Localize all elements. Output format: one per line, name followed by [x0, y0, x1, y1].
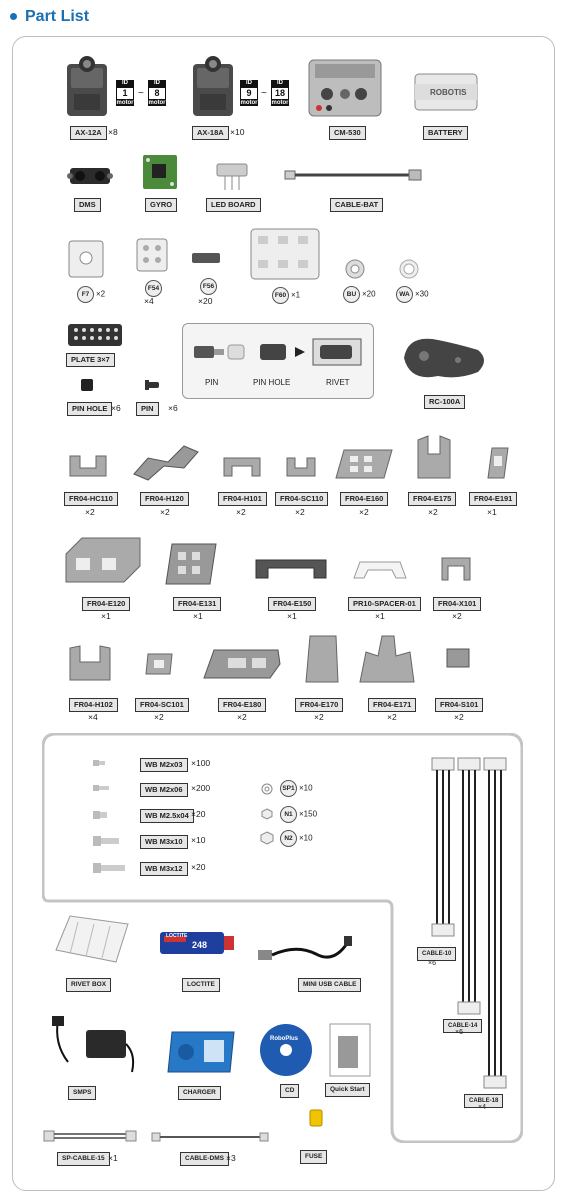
fr04-s101-image	[444, 644, 472, 672]
fr04-e171-image	[356, 632, 416, 688]
fr04-e171-qty: ×2	[387, 712, 397, 722]
screw-m2-5x04-label: WB M2.5x04	[140, 809, 194, 823]
rc100a-label: RC-100A	[424, 395, 465, 409]
fr04-e175-qty: ×2	[428, 507, 438, 517]
cd-image	[258, 1022, 314, 1078]
screw-m3x10-label: WB M3x10	[140, 835, 188, 849]
fr04-h102-image	[66, 642, 114, 684]
fr04-h101-qty: ×2	[236, 507, 246, 517]
id-badge: ID 18 motor	[271, 80, 289, 106]
ax18a-servo-image	[188, 54, 238, 122]
rivet-image	[312, 338, 362, 366]
cm530-controller-image	[307, 56, 383, 118]
gyro-sensor-image	[140, 152, 180, 192]
f54-frame-image	[134, 236, 170, 274]
ax18a-label: AX-18A	[192, 126, 229, 140]
f54-tag: F54	[145, 280, 164, 297]
fr04-e160-image	[330, 444, 396, 482]
pin-assembly-image	[190, 340, 250, 364]
fr04-e131-label: FR04-E131	[173, 597, 221, 611]
fr04-e170-label: FR04-E170	[295, 698, 343, 712]
pr10-spacer-qty: ×1	[375, 611, 385, 621]
id-badge: ID 1 motor	[116, 80, 134, 106]
fr04-sc101-image	[142, 648, 176, 678]
wa-tag: WA ×30	[396, 286, 429, 303]
ax18a-qty: ×10	[230, 127, 245, 137]
sp1-tag: SP1 ×10	[280, 780, 313, 797]
fr04-h102-label: FR04-H102	[69, 698, 118, 712]
fr04-sc110-qty: ×2	[295, 507, 305, 517]
cm530-label: CM-530	[329, 126, 366, 140]
loctite-brand: LOCTITE	[166, 933, 188, 939]
led-board-label: LED BOARD	[206, 198, 261, 212]
screw-m2x06-icon	[92, 783, 112, 793]
cable-dms-label: CABLE-DMS	[180, 1152, 229, 1166]
screw-m2x06-qty: ×200	[191, 783, 211, 793]
smps-image	[48, 1014, 138, 1076]
fr04-h102-qty: ×4	[88, 712, 98, 722]
fr04-x101-label: FR04-X101	[433, 597, 481, 611]
cable-bat-image	[283, 166, 423, 186]
smps-label: SMPS	[68, 1086, 96, 1100]
pin-hole-label: PIN HOLE	[67, 402, 112, 416]
screw-m2-5x04-icon	[92, 809, 110, 821]
fr04-hc110-qty: ×2	[85, 507, 95, 517]
cd-brand: RoboPlus	[270, 1036, 298, 1042]
spring-washer-icon	[261, 783, 273, 795]
screw-m3x12-icon	[92, 862, 128, 874]
screw-m2-5x04-qty: ×20	[191, 809, 206, 819]
fr04-e120-qty: ×1	[101, 611, 111, 621]
sp-cable-15-image	[42, 1128, 138, 1144]
fr04-e175-image	[414, 432, 454, 482]
screw-m3x12-qty: ×20	[191, 862, 206, 872]
fr04-sc110-image	[283, 450, 319, 480]
fr04-x101-image	[438, 552, 474, 584]
screw-m2x03-label: WB M2x03	[140, 758, 188, 772]
sp-cable-15-qty: ×1	[108, 1153, 118, 1163]
pr10-spacer-label: PR10-SPACER-01	[348, 597, 421, 611]
mini-usb-cable-label: MINI USB CABLE	[298, 978, 361, 992]
rivet-pinhole-caption: PIN HOLE	[253, 378, 291, 387]
charger-image	[164, 1026, 238, 1078]
screw-m2x03-qty: ×100	[191, 758, 211, 768]
fr04-x101-qty: ×2	[452, 611, 462, 621]
pin-image	[143, 378, 161, 392]
pin-label: PIN	[136, 402, 159, 416]
fr04-e160-label: FR04-E160	[340, 492, 388, 506]
screw-m3x12-label: WB M3x12	[140, 862, 188, 876]
fr04-e180-image	[200, 644, 284, 684]
screw-m3x10-icon	[92, 835, 122, 847]
cable-10-label: CABLE-10	[417, 947, 456, 961]
fr04-e150-qty: ×1	[287, 611, 297, 621]
quick-start-image	[328, 1022, 372, 1078]
fr04-h101-label: FR04-H101	[218, 492, 267, 506]
id-badge: ID 9 motor	[240, 80, 258, 106]
cable-10-qty: ×6	[428, 960, 436, 967]
f7-tag: F7 ×2	[77, 286, 105, 303]
screw-m3x10-qty: ×10	[191, 835, 206, 845]
pin-hole-assembly-image	[256, 340, 292, 364]
ax12a-servo-image	[62, 54, 112, 122]
cable-dms-image	[150, 1130, 270, 1144]
f60-frame-image	[248, 226, 322, 282]
cable-14-qty: ×6	[455, 1029, 463, 1036]
fuse-image	[306, 1106, 326, 1130]
ax12a-qty: ×8	[108, 127, 118, 137]
f56-tag: F56	[200, 278, 219, 295]
fr04-s101-label: FR04-S101	[435, 698, 483, 712]
fr04-e175-label: FR04-E175	[408, 492, 456, 506]
fr04-sc101-label: FR04-SC101	[135, 698, 189, 712]
mini-usb-cable-image	[256, 924, 356, 968]
fr04-e120-image	[62, 534, 144, 588]
fr04-h120-label: FR04-H120	[140, 492, 189, 506]
bu-tag: BU ×20	[343, 286, 376, 303]
fr04-e131-qty: ×1	[193, 611, 203, 621]
f60-tag: F60 ×1	[272, 287, 300, 304]
cable-18-qty: ×4	[478, 1104, 486, 1111]
screw-m2x06-label: WB M2x06	[140, 783, 188, 797]
rivet-pin-caption: PIN	[205, 378, 219, 387]
bullet-icon	[10, 13, 17, 20]
nut-n2-icon	[259, 831, 275, 845]
fr04-e160-qty: ×2	[359, 507, 369, 517]
rc100a-remote-image	[398, 330, 492, 386]
tilde: ~	[138, 88, 144, 99]
rivet-box-label: RIVET BOX	[66, 978, 111, 992]
fuse-label: FUSE	[300, 1150, 327, 1164]
fr04-e150-label: FR04-E150	[268, 597, 316, 611]
fr04-e191-qty: ×1	[487, 507, 497, 517]
led-board-image	[215, 160, 249, 194]
id-badge: ID 8 motor	[148, 80, 166, 106]
fr04-h120-image	[128, 438, 204, 484]
f54-qty: ×4	[144, 296, 154, 306]
screw-m2x03-icon	[92, 758, 108, 768]
page-title: Part List	[10, 8, 89, 26]
loctite-number: 248	[192, 940, 208, 950]
n1-tag: N1 ×150	[280, 806, 317, 823]
cables-image	[424, 756, 514, 1096]
fr04-e191-label: FR04-E191	[469, 492, 517, 506]
quick-start-label: Quick Start	[325, 1083, 370, 1097]
fr04-e171-label: FR04-E171	[368, 698, 416, 712]
cable-18-label: CABLE-18	[464, 1094, 503, 1108]
cable-dms-qty: ×3	[226, 1153, 236, 1163]
charger-label: CHARGER	[178, 1086, 221, 1100]
fr04-sc101-qty: ×2	[154, 712, 164, 722]
cd-label: CD	[280, 1084, 299, 1098]
fr04-h120-qty: ×2	[160, 507, 170, 517]
nut-n1-icon	[261, 808, 273, 820]
arrow-right-icon	[294, 346, 306, 358]
dms-sensor-image	[66, 160, 114, 192]
dms-label: DMS	[74, 198, 101, 212]
f7-frame-image	[66, 238, 106, 280]
rivet-box-image	[50, 910, 134, 968]
fr04-e150-image	[254, 554, 328, 582]
cable-bat-label: CABLE-BAT	[330, 198, 383, 212]
loctite-label: LOCTITE	[182, 978, 220, 992]
pin-qty: ×6	[168, 403, 178, 413]
pin-hole-image	[78, 376, 96, 394]
tilde: ~	[261, 88, 267, 99]
plate-3x7-image	[66, 322, 124, 348]
fr04-s101-qty: ×2	[454, 712, 464, 722]
gyro-label: GYRO	[145, 198, 177, 212]
wa-washer-image	[398, 258, 420, 280]
fr04-hc110-image	[66, 446, 110, 480]
fr04-hc110-label: FR04-HC110	[64, 492, 118, 506]
fr04-e191-image	[484, 442, 512, 482]
f56-frame-image	[190, 250, 222, 266]
f56-qty: ×20	[198, 296, 213, 306]
fr04-e170-qty: ×2	[314, 712, 324, 722]
fr04-sc110-label: FR04-SC110	[275, 492, 328, 506]
ax12a-label: AX-12A	[70, 126, 107, 140]
fr04-e180-label: FR04-E180	[218, 698, 266, 712]
cable-14-label: CABLE-14	[443, 1019, 482, 1033]
battery-brand: ROBOTIS	[430, 88, 467, 97]
bu-bushing-image	[344, 258, 366, 280]
n2-tag: N2 ×10	[280, 830, 313, 847]
fr04-h101-image	[220, 450, 264, 480]
fr04-e120-label: FR04-E120	[82, 597, 130, 611]
pr10-spacer-image	[350, 558, 410, 582]
pin-hole-qty: ×6	[111, 403, 121, 413]
plate-label: PLATE 3×7	[66, 353, 115, 367]
sp-cable-15-label: SP-CABLE-15	[57, 1152, 110, 1166]
fr04-e170-image	[302, 632, 342, 686]
rivet-caption: RIVET	[326, 378, 350, 387]
fr04-e131-image	[162, 534, 220, 590]
fr04-e180-qty: ×2	[237, 712, 247, 722]
battery-label: BATTERY	[423, 126, 468, 140]
